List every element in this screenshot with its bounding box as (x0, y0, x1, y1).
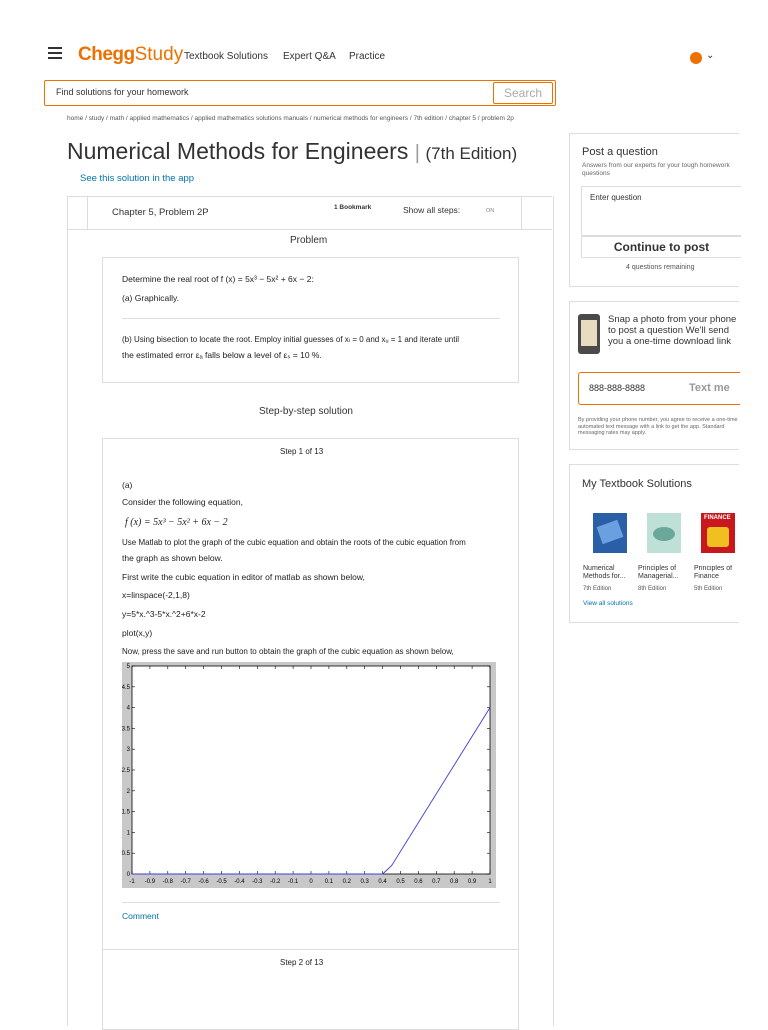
logo-chegg: Chegg (78, 44, 135, 65)
x-tick-label: -0.6 (198, 879, 209, 885)
step-heading: Step 1 of 13 (280, 447, 324, 456)
x-tick-label: 0 (309, 879, 313, 885)
divider (122, 318, 500, 319)
question-placeholder: Enter question (590, 193, 642, 202)
book-cover-managerial[interactable] (647, 513, 681, 553)
x-tick-label: -0.5 (216, 879, 227, 885)
code-line: y=5*x.^3-5*x.^2+6*x-2 (122, 609, 206, 619)
y-tick-label: 0.5 (122, 851, 130, 858)
toolbar-divider (521, 196, 522, 229)
x-tick-label: -0.1 (287, 879, 299, 885)
toolbar-divider (87, 196, 88, 229)
text-me-button[interactable]: Text me (689, 382, 730, 394)
step-text: Consider the following equation, (122, 497, 243, 507)
book-title[interactable] (583, 565, 625, 581)
step-text: Use Matlab to plot the graph of the cubic equation and obtain the roots of the cubic equation from (122, 538, 466, 547)
nav-textbook-solutions[interactable]: Textbook Solutions (184, 51, 268, 62)
book-title[interactable] (694, 565, 739, 581)
phone-input[interactable] (578, 372, 740, 405)
book-edition: (7th Edition) (425, 144, 518, 163)
see-in-app-link[interactable]: See this solution in the app (80, 173, 195, 184)
x-tick-label: -0.9 (144, 879, 156, 885)
comment-link[interactable]: Comment (122, 911, 159, 921)
chapter-problem-label: Chapter 5, Problem 2P (112, 207, 209, 218)
y-tick-label: 1 (126, 830, 130, 837)
nav-practice[interactable]: Practice (349, 51, 386, 62)
code-line: plot(x,y) (122, 628, 153, 638)
nav-expert-qa[interactable]: Expert Q&A (283, 51, 336, 62)
book-edition: 8th Edition (638, 586, 667, 592)
book-title: Numerical Methods for Engineers (67, 138, 409, 164)
x-tick-label: 0.6 (414, 879, 423, 885)
menu-icon[interactable] (48, 45, 62, 62)
book-title[interactable] (638, 565, 678, 581)
search-bar (44, 80, 556, 106)
plot-area (132, 666, 490, 874)
x-tick-label: 0.1 (324, 879, 334, 885)
y-tick-label: 3.5 (122, 726, 130, 733)
view-all-solutions-link[interactable]: View all solutions (583, 600, 633, 607)
problem-text: (b) Using bisection to locate the root. Employ initial guesses of xₗ = 0 and xᵤ = 1 and iterate until (122, 335, 460, 344)
y-tick-label: 1.5 (122, 809, 130, 816)
book-cover-finance[interactable]: FINANCE (701, 513, 735, 553)
snap-photo-text: Snap a photo from your phone to post a question We'll send you a one-time download link (608, 314, 737, 347)
x-tick-label: -0.4 (234, 879, 245, 885)
step-text: First write the cubic equation in editor of matlab as shown below, (122, 572, 365, 582)
plot-svg (122, 662, 496, 888)
x-tick-label: -0.8 (162, 879, 173, 885)
questions-remaining: 4 questions remaining (626, 264, 695, 271)
solution-heading: Step-by-step solution (259, 406, 353, 417)
y-tick-label: 4 (126, 705, 130, 712)
x-tick-label: -0.2 (270, 879, 281, 885)
book-title-line: Principles of (694, 565, 733, 572)
post-question-title: Post a question (582, 146, 658, 158)
my-textbook-solutions-card (569, 464, 739, 623)
code-line: x=linspace(-2,1,8) (122, 590, 190, 600)
y-tick-label: 4.5 (122, 684, 130, 691)
book-cover-numerical-methods[interactable] (593, 513, 627, 553)
page-title: Numerical Methods for Engineers | (7th Edition) (67, 138, 518, 164)
phone-icon (578, 314, 600, 354)
x-tick-label: -0.7 (180, 879, 191, 885)
download-app-card (569, 301, 739, 450)
y-tick-label: 3 (126, 747, 130, 754)
x-tick-label: 0.5 (396, 879, 405, 885)
chevron-down-icon[interactable]: ⌄ (706, 50, 715, 61)
book-edition: 7th Edition (583, 586, 612, 592)
bookmark-button[interactable]: 1 Bookmark (334, 204, 372, 211)
book-title-line: Numerical (583, 565, 615, 572)
x-tick-label: 0.7 (432, 879, 441, 885)
book-title-line: Managerial... (638, 573, 679, 580)
step-text: the graph as shown below. (122, 553, 223, 563)
show-all-steps-toggle[interactable]: ON (486, 208, 495, 214)
step-text: (a) (122, 480, 133, 490)
x-tick-label: 0.3 (360, 879, 369, 885)
divider (122, 902, 500, 903)
y-tick-label: 2.5 (122, 768, 130, 774)
search-button[interactable]: Search (493, 82, 553, 104)
question-input[interactable] (581, 186, 741, 236)
x-tick-label: 0.2 (342, 879, 351, 885)
x-tick-label: -0.3 (252, 879, 263, 885)
continue-to-post-button[interactable]: Continue to post (581, 236, 741, 258)
y-tick-label: 2 (126, 788, 130, 795)
problem-text: Determine the real root of f (x) = 5x³ − 5x² + 6x − 2: (122, 274, 314, 284)
step-heading: Step 2 of 13 (280, 958, 324, 967)
sms-disclaimer: By providing your phone number, you agree to receive a one-time automated text message with a link to get the app. Standard messaging rates may apply. (578, 417, 738, 436)
problem-text: (a) Graphically. (122, 293, 179, 303)
book-edition: 5th Edition (694, 586, 723, 592)
search-input[interactable] (54, 86, 478, 98)
matlab-plot (122, 662, 496, 888)
my-solutions-title: My Textbook Solutions (582, 478, 692, 490)
show-all-steps-label: Show all steps: (403, 205, 461, 215)
book-title-line: Finance (694, 573, 719, 580)
problem-text: the estimated error εₐ falls below a level of εₛ = 10 %. (122, 350, 322, 360)
avatar[interactable] (690, 52, 702, 64)
book-title-line: Methods for... (583, 573, 626, 580)
chegg-study-logo[interactable] (78, 44, 183, 66)
x-tick-label: 1 (488, 879, 492, 885)
equation: f (x) = 5x³ − 5x² + 6x − 2 (125, 517, 228, 528)
y-tick-label: 0 (126, 872, 130, 878)
phone-placeholder: 888-888-8888 (589, 383, 646, 393)
logo-study: Study (134, 44, 184, 65)
x-tick-label: 0.8 (450, 879, 459, 885)
book-title-line: Principles of (638, 565, 677, 572)
x-tick-label: 0.4 (378, 879, 387, 885)
problem-heading: Problem (290, 235, 328, 246)
post-question-subtitle: Answers from our experts for your tough homework questions (582, 162, 730, 177)
x-tick-label: 0.9 (467, 879, 477, 885)
breadcrumb[interactable]: home / study / math / applied mathematics / applied mathematics solutions manuals / numerical methods for engineers / 7th edition / chapter 5 / problem 2p (67, 115, 514, 122)
post-question-card (569, 133, 739, 287)
x-tick-label: -1 (129, 879, 135, 885)
y-tick-label: 5 (126, 664, 130, 670)
step-text: Now, press the save and run button to obtain the graph of the cubic equation as shown below, (122, 647, 454, 656)
